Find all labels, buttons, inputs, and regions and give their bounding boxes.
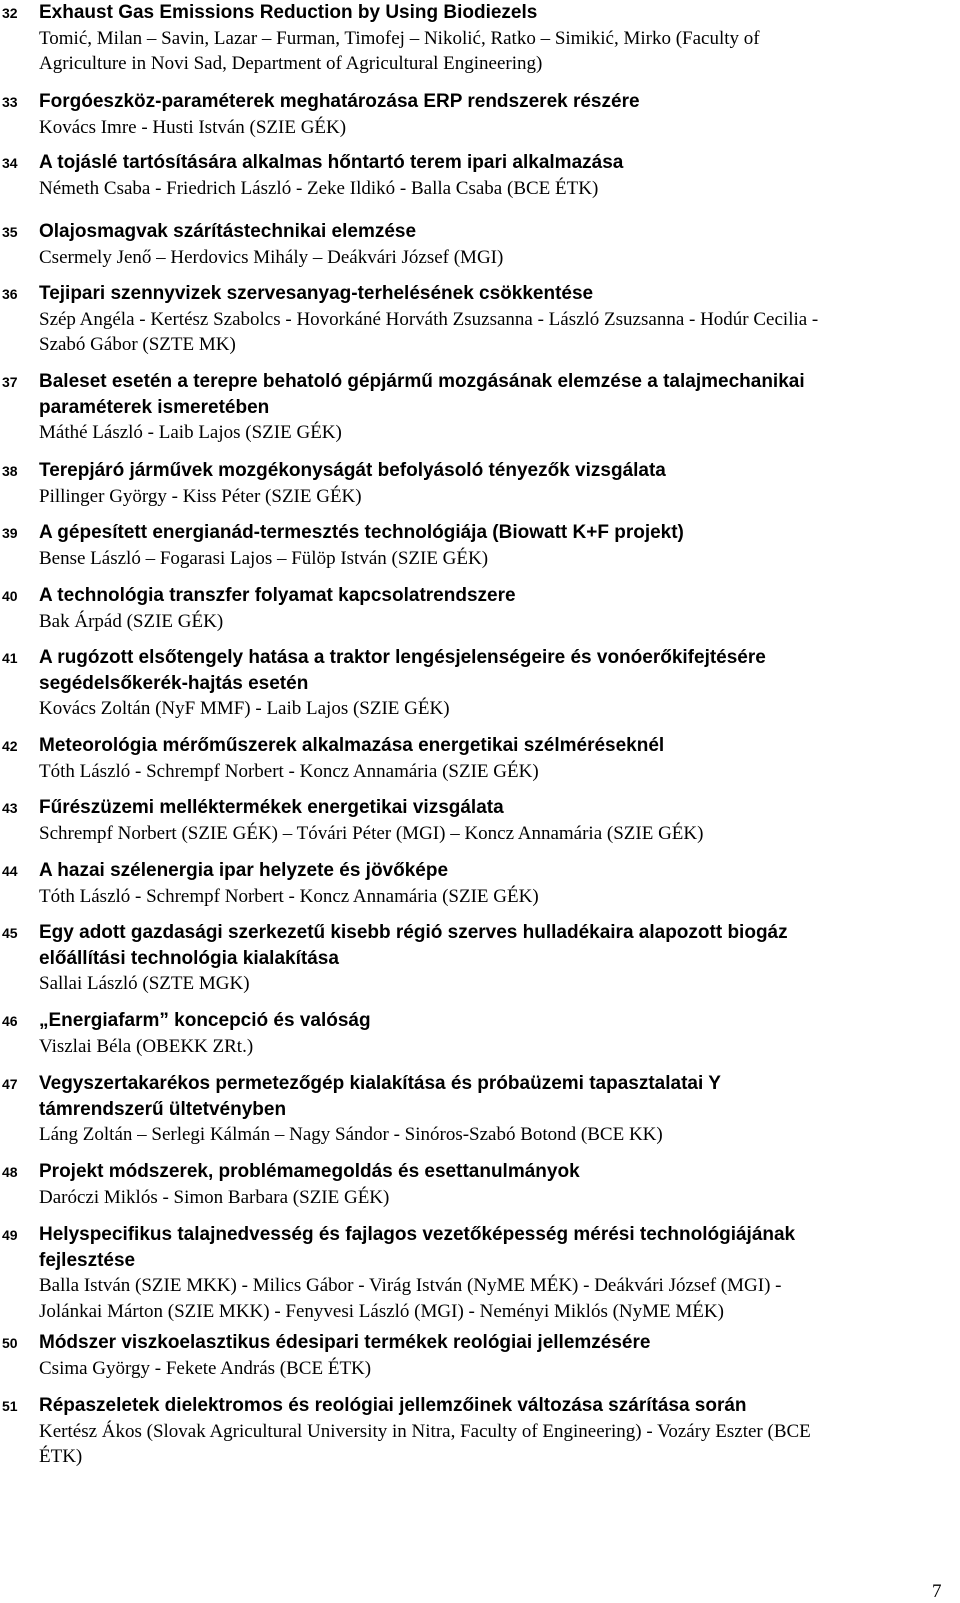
entry-number: 33 xyxy=(2,94,18,110)
entry-authors: Pillinger György - Kiss Péter (SZIE GÉK) xyxy=(39,485,362,507)
entry-title: Egy adott gazdasági szerkezetű kisebb régió szerves hulladékaira alapozott biogáz xyxy=(39,922,788,943)
entry-number: 46 xyxy=(2,1013,18,1029)
entry-number: 44 xyxy=(2,863,18,879)
entry-title: Projekt módszerek, problémamegoldás és esettanulmányok xyxy=(39,1161,580,1182)
entry-title: Tejipari szennyvizek szervesanyag-terhelésének csökkentése xyxy=(39,283,594,304)
entry-title: előállítási technológia kialakítása xyxy=(39,947,339,969)
entry-number: 38 xyxy=(2,463,18,479)
entry-number: 50 xyxy=(2,1335,18,1351)
entry-title: Vegyszertakarékos permetezőgép kialakítása és próbaüzemi tapasztalatai Y xyxy=(39,1073,721,1094)
entry-number: 32 xyxy=(2,5,18,21)
entry-authors: Viszlai Béla (OBEKK ZRt.) xyxy=(39,1035,254,1057)
entry-title: Helyspecifikus talajnedvesség és fajlagos vezetőképesség mérési technológiájának xyxy=(39,1224,796,1245)
entry-authors: ÉTK) xyxy=(39,1446,83,1467)
page-number: 7 xyxy=(932,1581,942,1602)
entry-title: A gépesített energianád-termesztés technológiája (Biowatt K+F projekt) xyxy=(39,522,684,543)
entry-title: támrendszerű ültetvényben xyxy=(39,1098,287,1120)
entry-number: 39 xyxy=(2,525,18,541)
entry-authors: Csima György - Fekete András (BCE ÉTK) xyxy=(39,1357,372,1379)
entry-title: A hazai szélenergia ipar helyzete és jövőképe xyxy=(39,860,449,881)
entry-title: fejlesztése xyxy=(39,1249,136,1271)
entry-title: Répaszeletek dielektromos és reológiai jellemzőinek változása szárítása során xyxy=(39,1395,747,1416)
entry-title: segédelsőkerék-hajtás esetén xyxy=(39,672,309,694)
entry-title: A tojáslé tartósítására alkalmas hőntartó terem ipari alkalmazása xyxy=(39,152,624,173)
entry-title: paraméterek ismeretében xyxy=(39,396,270,418)
entry-number: 34 xyxy=(2,155,18,171)
entry-authors: Schrempf Norbert (SZIE GÉK) – Tóvári Péter (MGI) – Koncz Annamária (SZIE GÉK) xyxy=(39,822,704,844)
entry-authors: Kovács Zoltán (NyF MMF) - Laib Lajos (SZIE GÉK) xyxy=(39,698,450,719)
entry-authors: Csermely Jenő – Herdovics Mihály – Deákvári József (MGI) xyxy=(39,246,504,268)
entry-title: Meteorológia mérőműszerek alkalmazása energetikai szélméréseknél xyxy=(39,735,665,756)
entry-title: Terepjáró járművek mozgékonyságát befolyásoló tényezők vizsgálata xyxy=(39,460,666,481)
entry-authors: Tóth László - Schrempf Norbert - Koncz Annamária (SZIE GÉK) xyxy=(39,885,539,907)
entry-number: 49 xyxy=(2,1227,18,1243)
entry-title: Fűrészüzemi melléktermékek energetikai vizsgálata xyxy=(39,797,504,818)
entry-number: 36 xyxy=(2,286,18,302)
entry-number: 47 xyxy=(2,1076,18,1092)
entry-authors: Sallai László (SZTE MGK) xyxy=(39,973,250,994)
entry-title: A rugózott elsőtengely hatása a traktor lengésjelenségeire és vonóerőkifejtésére xyxy=(39,647,766,668)
entry-title: Baleset esetén a terepre behatoló gépjármű mozgásának elemzése a talajmechanikai xyxy=(39,371,805,392)
entry-authors: Jolánkai Márton (SZIE MKK) - Fenyvesi László (MGI) - Neményi Miklós (NyME MÉK) xyxy=(39,1300,724,1322)
entry-title: A technológia transzfer folyamat kapcsolatrendszere xyxy=(39,585,516,606)
entry-number: 43 xyxy=(2,800,18,816)
entry-authors: Agriculture in Novi Sad, Department of Agricultural Engineering) xyxy=(39,53,543,74)
entry-title: Forgóeszköz-paraméterek meghatározása ERP rendszerek részére xyxy=(39,91,640,112)
entry-authors: Balla István (SZIE MKK) - Milics Gábor - Virág István (NyME MÉK) - Deákvári József (MGI) - xyxy=(39,1275,782,1296)
entry-title: Módszer viszkoelasztikus édesipari termékek reológiai jellemzésére xyxy=(39,1332,651,1353)
entry-title: „Energiafarm” koncepció és valóság xyxy=(39,1010,371,1031)
entry-number: 45 xyxy=(2,925,18,941)
entry-authors: Máthé László - Laib Lajos (SZIE GÉK) xyxy=(39,422,342,443)
entry-title: Exhaust Gas Emissions Reduction by Using Biodiezels xyxy=(39,2,538,23)
entry-authors: Láng Zoltán – Serlegi Kálmán – Nagy Sándor - Sinóros-Szabó Botond (BCE KK) xyxy=(39,1124,663,1145)
entry-authors: Bense László – Fogarasi Lajos – Fülöp István (SZIE GÉK) xyxy=(39,547,489,569)
entry-authors: Daróczi Miklós - Simon Barbara (SZIE GÉK) xyxy=(39,1186,390,1208)
entry-authors: Németh Csaba - Friedrich László - Zeke Ildikó - Balla Csaba (BCE ÉTK) xyxy=(39,177,599,199)
entry-authors: Szabó Gábor (SZTE MK) xyxy=(39,334,236,355)
entry-title: Olajosmagvak szárítástechnikai elemzése xyxy=(39,221,417,242)
entry-number: 35 xyxy=(2,224,18,240)
entry-authors: Szép Angéla - Kertész Szabolcs - Hovorkáné Horváth Zsuzsanna - László Zsuzsanna - Hodúr Cecilia - xyxy=(39,308,819,330)
entry-authors: Kovács Imre - Husti István (SZIE GÉK) xyxy=(39,116,347,138)
entry-authors: Tomić, Milan – Savin, Lazar – Furman, Timofej – Nikolić, Ratko – Simikić, Mirko (Faculty of xyxy=(39,27,760,49)
entry-number: 51 xyxy=(2,1398,18,1414)
entry-number: 42 xyxy=(2,738,18,754)
entry-authors: Tóth László - Schrempf Norbert - Koncz Annamária (SZIE GÉK) xyxy=(39,760,539,782)
entry-number: 40 xyxy=(2,588,18,604)
entry-number: 41 xyxy=(2,650,18,666)
entry-authors: Kertész Ákos (Slovak Agricultural University in Nitra, Faculty of Engineering) - Vozáry Eszter (BCE xyxy=(39,1420,811,1442)
entry-number: 37 xyxy=(2,374,18,390)
entry-number: 48 xyxy=(2,1164,18,1180)
entry-authors: Bak Árpád (SZIE GÉK) xyxy=(39,610,224,632)
